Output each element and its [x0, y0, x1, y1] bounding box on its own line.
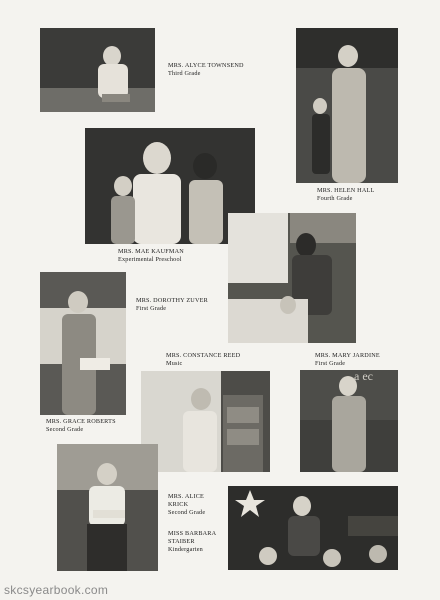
caption-name-line2: KRICK: [168, 501, 189, 508]
caption-name-line2: STAIBER: [168, 538, 195, 545]
caption-townsend: [168, 62, 244, 78]
caption-staiber: [168, 530, 216, 554]
caption-name: MRS. MAE KAUFMAN: [118, 248, 184, 255]
caption-role: Music: [166, 360, 183, 367]
caption-role: Kindergarten: [168, 546, 203, 553]
caption-name-line1: MRS. ALICE: [168, 493, 205, 500]
caption-name: MRS. ALYCE TOWNSEND: [168, 62, 244, 69]
caption-role: Second Grade: [46, 426, 84, 433]
photo-krick: [57, 444, 158, 571]
caption-role: Experimental Preschool: [118, 256, 182, 263]
chalkboard-text: a ec: [354, 370, 373, 383]
photo-staiber: [228, 486, 398, 570]
photo-jardine: [300, 370, 398, 472]
caption-name: MRS. DOROTHY ZUVER: [136, 297, 208, 304]
caption-role: Fourth Grade: [317, 195, 353, 202]
caption-name: MRS. CONSTANCE REED: [166, 352, 241, 359]
photo-townsend: [40, 28, 155, 112]
caption-kaufman: [118, 248, 184, 264]
caption-hall: [317, 187, 374, 203]
photo-zuver: [228, 213, 356, 343]
caption-name: MRS. GRACE ROBERTS: [46, 418, 116, 425]
caption-reed: [166, 352, 240, 368]
photo-reed: [141, 371, 270, 472]
watermark: skcsyearbook.com: [4, 583, 109, 597]
caption-jardine: [315, 352, 380, 368]
caption-role: Third Grade: [168, 70, 201, 77]
caption-role: Second Grade: [168, 509, 206, 516]
caption-role: First Grade: [315, 360, 346, 367]
caption-role: First Grade: [136, 305, 167, 312]
caption-krick: [168, 493, 205, 517]
photo-hall: [296, 28, 398, 183]
caption-roberts: [46, 418, 116, 434]
caption-name: MRS. HELEN HALL: [317, 187, 375, 194]
caption-name-line1: MISS BARBARA: [168, 530, 217, 537]
photo-roberts: [40, 272, 126, 415]
caption-name: MRS. MARY JARDINE: [315, 352, 380, 359]
caption-zuver: [136, 297, 208, 313]
